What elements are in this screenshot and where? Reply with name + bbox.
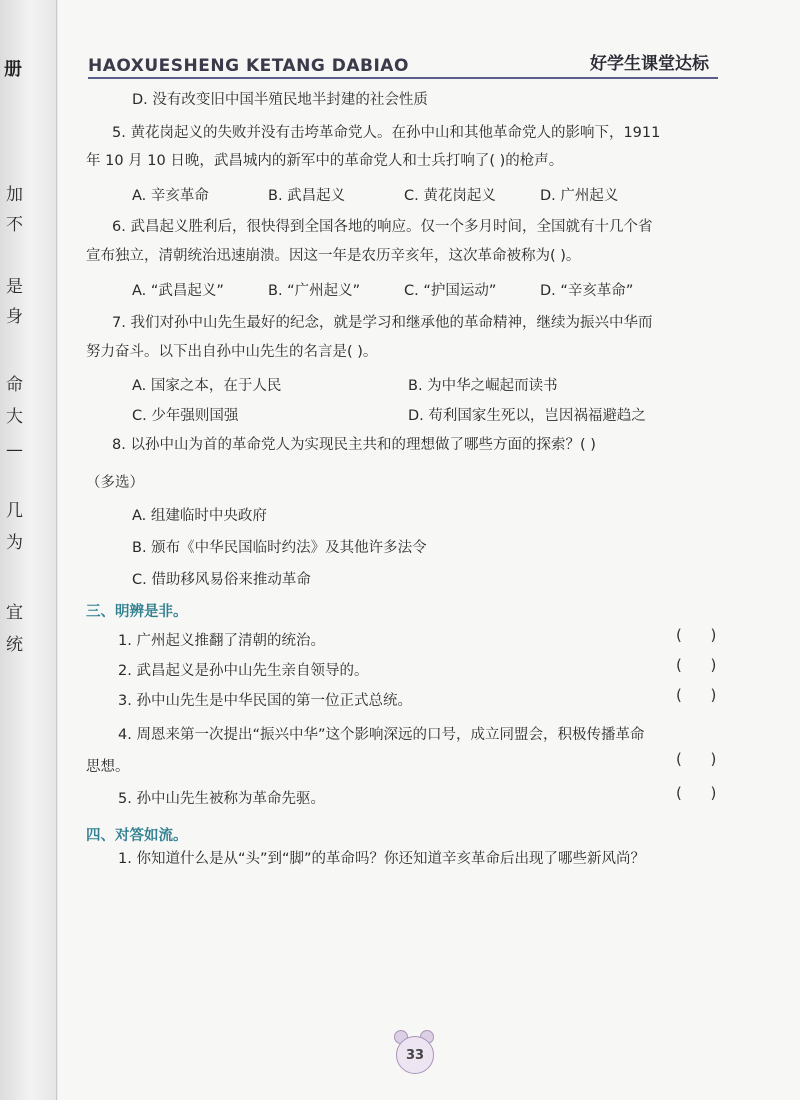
s3-answer-paren-1: ( ): [676, 626, 717, 644]
q8-line1: 8. 以孙中山为首的革命党人为实现民主共和的理想做了哪些方面的探索？( ): [112, 437, 596, 453]
binding-fragment: —: [6, 440, 23, 460]
binding-fragment: 大: [6, 407, 23, 427]
section4-title: 四、对答如流。: [86, 828, 188, 844]
q8-option-b: B. 颁布《中华民国临时约法》及其他许多法令: [132, 540, 427, 556]
binding-fragment: 加: [6, 185, 23, 205]
q4-option-d: D. 没有改变旧中国半殖民地半封建的社会性质: [132, 92, 428, 108]
q5-option-d: D. 广州起义: [540, 188, 619, 204]
q8-option-c: C. 借助移风易俗来推动革命: [132, 572, 311, 588]
binding-fragment: 为: [6, 533, 23, 553]
binding-fragment: 是: [6, 277, 23, 297]
q5-option-c: C. 黄花岗起义: [404, 188, 496, 204]
binding-fragment: 命: [6, 375, 23, 395]
header-rule: [88, 77, 718, 79]
binding-fragment: 不: [6, 215, 23, 235]
binding-fragment: 身: [6, 307, 23, 327]
q6-option-b: B. “广州起义”: [268, 283, 361, 299]
q5-option-a: A. 辛亥革命: [132, 188, 209, 204]
q6-option-c: C. “护国运动”: [404, 283, 497, 299]
q5-line1: 5. 黄花岗起义的失败并没有击垮革命党人。在孙中山和其他革命党人的影响下，1911: [112, 125, 661, 141]
s3-answer-paren-3: ( ): [676, 686, 717, 704]
q7-option-b: B. 为中华之崛起而读书: [408, 378, 558, 394]
book-binding: [0, 0, 57, 1100]
s3-answer-paren-4: ( ): [676, 750, 717, 768]
binding-fragment: 宜: [6, 603, 23, 623]
q6-option-d: D. “辛亥革命”: [540, 283, 634, 299]
binding-fragment: 统: [6, 635, 23, 655]
s3-item-4-cont: 思想。: [86, 759, 130, 775]
s3-item-1: 1. 广州起义推翻了清朝的统治。: [118, 633, 325, 649]
s4-question-1: 1. 你知道什么是从“头”到“脚”的革命吗？你还知道辛亥革命后出现了哪些新风尚？: [118, 851, 645, 867]
binding-fragment: 几: [6, 501, 23, 521]
q7-option-a: A. 国家之本，在于人民: [132, 378, 282, 394]
q6-option-a: A. “武昌起义”: [132, 283, 224, 299]
s3-item-3: 3. 孙中山先生是中华民国的第一位正式总统。: [118, 693, 412, 709]
q7-line1: 7. 我们对孙中山先生最好的纪念，就是学习和继承他的革命精神，继续为振兴中华而: [112, 315, 653, 331]
q7-line2: 努力奋斗。以下出自孙中山先生的名言是( )。: [86, 344, 378, 360]
s3-answer-paren-5: ( ): [676, 784, 717, 802]
q8-option-a: A. 组建临时中央政府: [132, 508, 267, 524]
q5-line2: 年 10 月 10 日晚，武昌城内的新军中的革命党人和士兵打响了( )的枪声。: [86, 153, 564, 169]
q6-line1: 6. 武昌起义胜利后，很快得到全国各地的响应。仅一个多月时间，全国就有十几个省: [112, 219, 653, 235]
s3-item-5: 5. 孙中山先生被称为革命先驱。: [118, 791, 325, 807]
header-english-title: HAOXUESHENG KETANG DABIAO: [88, 56, 409, 76]
header-chinese-title: 好学生课堂达标: [590, 54, 709, 74]
q7-option-c: C. 少年强则国强: [132, 408, 239, 424]
s3-answer-paren-2: ( ): [676, 656, 717, 674]
q7-option-d: D. 苟利国家生死以，岂因祸福避趋之: [408, 408, 646, 424]
binding-top-char: 册: [4, 59, 22, 80]
q6-line2: 宣布独立，清朝统治迅速崩溃。因这一年是农历辛亥年，这次革命被称为( )。: [86, 248, 581, 264]
q8-line2: （多选）: [86, 475, 144, 491]
q5-option-b: B. 武昌起义: [268, 188, 346, 204]
s3-item-4: 4. 周恩来第一次提出“振兴中华”这个影响深远的口号，成立同盟会，积极传播革命: [118, 727, 645, 743]
section3-title: 三、明辨是非。: [86, 604, 188, 620]
page-number: 33: [396, 1036, 434, 1074]
s3-item-2: 2. 武昌起义是孙中山先生亲自领导的。: [118, 663, 369, 679]
